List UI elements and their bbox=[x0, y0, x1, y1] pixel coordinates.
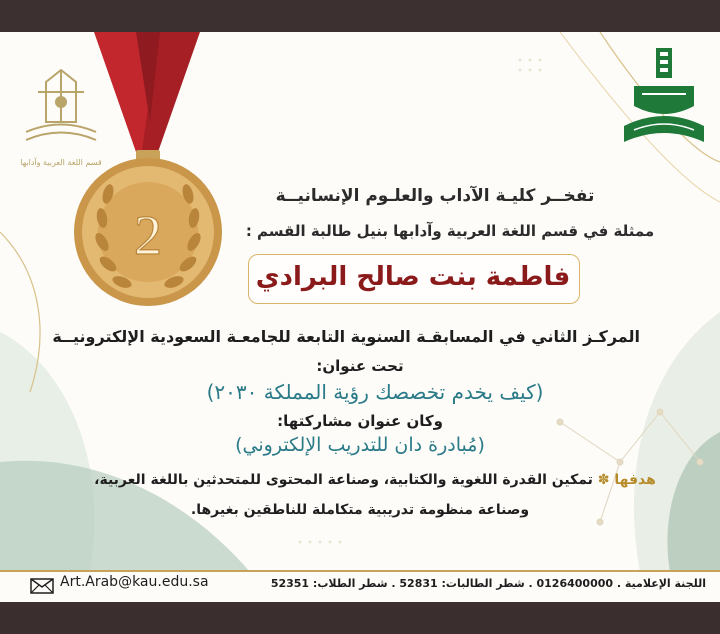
department-logo-caption: قسم اللغة العربية وآدابها bbox=[20, 158, 102, 167]
title-intro: تحت عنوان: bbox=[316, 357, 404, 375]
goal-text-1: تمكين القدرة اللغوية والكتابية، وصناعة المحتوى للمتحدثين باللغة العربية، bbox=[94, 472, 593, 488]
footer-email[interactable]: Art.Arab@kau.edu.sa bbox=[60, 574, 209, 590]
goal-line-1 bbox=[70, 472, 680, 488]
award-line: المركـز الثاني في المسابقـة السنوية التابعة للجامعـة السعودية الإلكترونيــة bbox=[52, 327, 640, 346]
certificate-card bbox=[0, 32, 720, 602]
goal-label: هدفها bbox=[614, 472, 656, 488]
department-line: ممثلة في قسم اللغة العربية وآدابها بنيل طالبة القسم : bbox=[245, 222, 655, 240]
medal-number: 2 bbox=[134, 205, 162, 267]
second-place-medal bbox=[66, 32, 226, 322]
university-emblem bbox=[616, 46, 712, 158]
goal-bullet-icon: ✽ bbox=[592, 472, 615, 488]
envelope-icon bbox=[30, 578, 54, 594]
footer-contact-info: اللجنة الإعلامية . 0126400000 . شطر الطالبات: 52831 . شطر الطلاب: 52351 bbox=[270, 577, 706, 590]
photo-bottom-border bbox=[0, 602, 720, 634]
research-title: (كيف يخدم تخصصك رؤية المملكة ٢٠٣٠) bbox=[206, 380, 544, 404]
participation-title: (مُبادرة دان للتدريب الإلكتروني) bbox=[235, 434, 485, 456]
organization-line: تفخــر كليـة الآداب والعلـوم الإنسانيــة bbox=[275, 186, 595, 206]
participation-intro: وكان عنوان مشاركتها: bbox=[277, 412, 443, 430]
student-name: فاطمة بنت صالح البرادي bbox=[255, 262, 571, 292]
photo-top-border bbox=[0, 0, 720, 32]
goal-line-2: وصناعة منظومة تدريبية متكاملة للناطقين بغيرها. bbox=[190, 502, 530, 518]
